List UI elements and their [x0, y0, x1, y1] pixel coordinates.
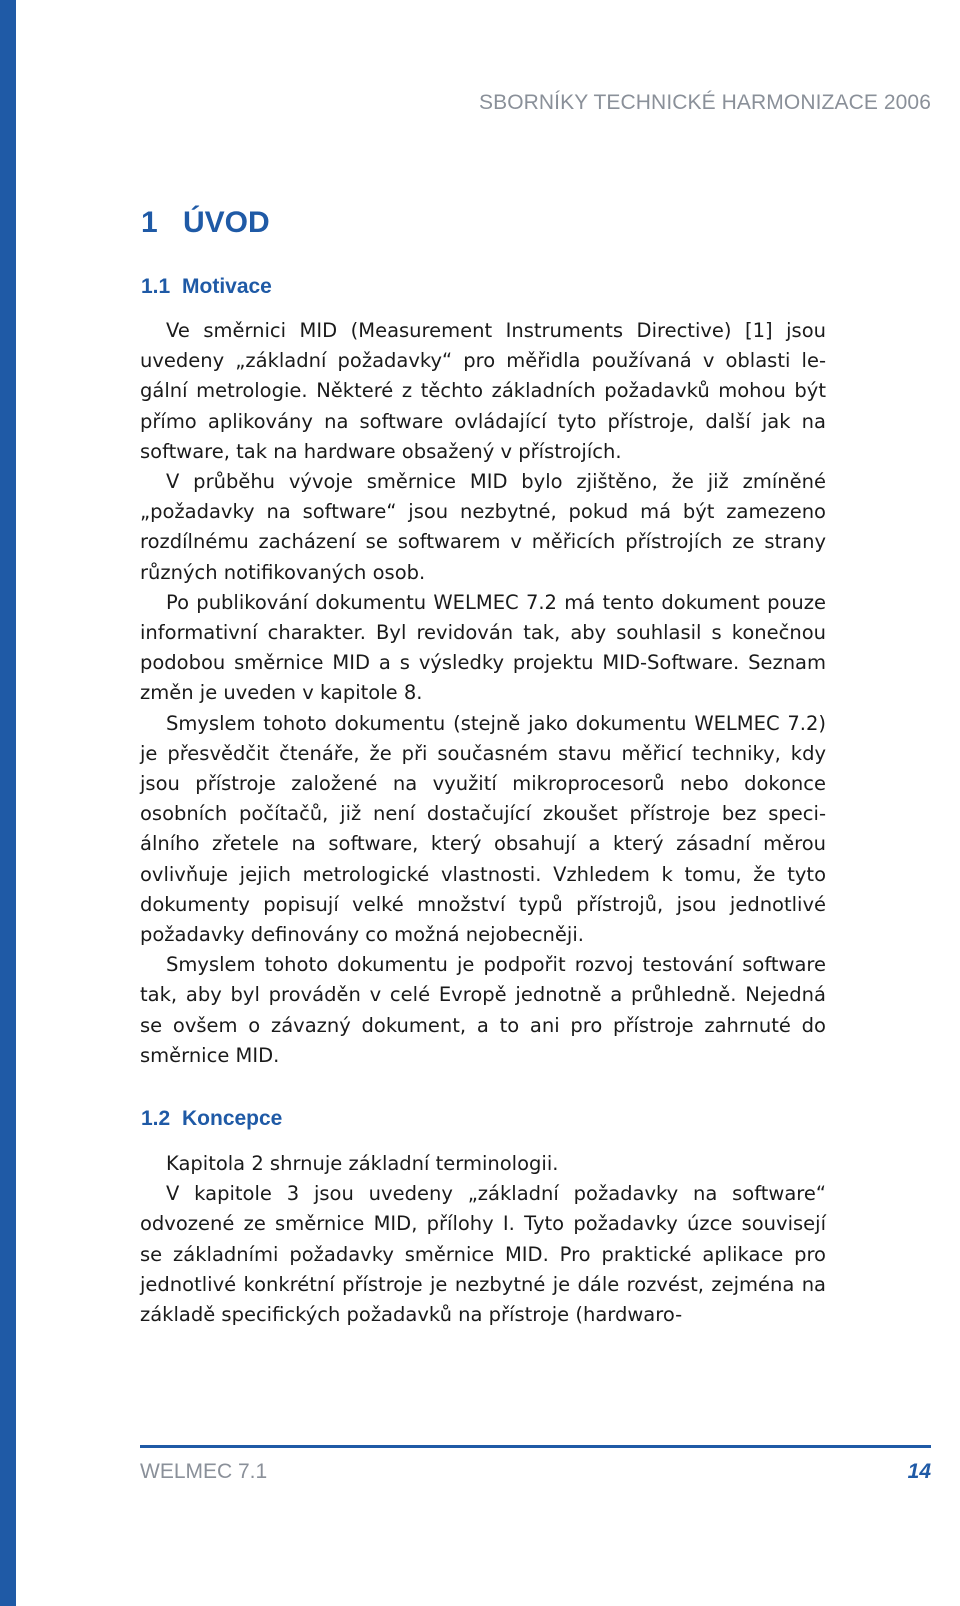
section-number: 1.1 — [141, 275, 171, 298]
footer-document-id: WELMEC 7.1 — [140, 1460, 268, 1483]
running-header: SBORNÍKY TECHNICKÉ HARMONIZACE 2006 — [478, 91, 931, 114]
page-number: 14 — [907, 1460, 931, 1483]
paragraph: Smyslem tohoto dokumentu (stejně jako dokumentu WELMEC 7.2) je přesvědčit čtenáře, že při současném stavu měřicí techniky, kdy jsou přístroje založené na využití mikroprocesorů nebo dokonce osobních počítačů, již není dostačující zkoušet přístroje bez speciálního zřetele na software, který obsahují a který zásadní měrou ovlivňuje jejich metrologické vlastnosti. Vzhledem k tomu, že tyto dokumenty popisují velké množství typů přístrojů, jsou jednotlivé požadavky definovány co možná nejobecněji. — [140, 711, 826, 947]
section-title: Motivace — [182, 275, 272, 298]
section-body-koncepce — [140, 1149, 826, 1330]
paragraph: V průběhu vývoje směrnice MID bylo zjištěno, že již zmíněné „požadavky na software“ jsou nezbytné, pokud má být zamezeno rozdílnému zacházení se softwarem v měřicích přístrojích ze strany různých notifikovaných osob. — [140, 470, 826, 584]
chapter-number: 1 — [141, 206, 158, 239]
section-body-motivace — [140, 316, 826, 1071]
paragraph: Po publikování dokumentu WELMEC 7.2 má tento dokument pouze informativní charakter. Byl revidován tak, aby souhlasil s konečnou podobou směrnice MID a s výsledky projektu MID-Software. Seznam změn je uveden v kapitole 8. — [140, 590, 826, 705]
section-heading-koncepce — [141, 1107, 282, 1131]
chapter-heading — [141, 206, 270, 240]
left-margin-bar — [0, 0, 16, 1606]
paragraph: Smyslem tohoto dokumentu je podpořit rozvoj testování software tak, aby byl prováděn v celé Evropě jednotně a průhledně. Nejedná se ovšem o závazný dokument, a to ani pro přístroje zahrnuté do směrnice MID. — [140, 953, 826, 1067]
paragraph: V kapitole 3 jsou uvedeny „základní požadavky na software“ odvozené ze směrnice MID, přílohy I. Tyto požadavky úzce souvisejí se základními požadavky směrnice MID. Pro praktické aplikace pro jednotlivé konkrétní přístroje je nezbytné je dále rozvést, zejména na základě specifických požadavků na přístroje (hardwaro- — [140, 1182, 826, 1327]
chapter-title: ÚVOD — [183, 206, 270, 239]
section-number: 1.2 — [141, 1107, 171, 1130]
section-title: Koncepce — [182, 1107, 283, 1130]
paragraph: Kapitola 2 shrnuje základní terminologii. — [166, 1152, 559, 1175]
paragraph: Ve směrnici MID (Measurement Instruments Directive) [1] jsou uvedeny „základní požadavky“ pro měřidla používaná v oblasti legální metrologie. Některé z těchto základních požadavků mohou být přímo aplikovány na software ovládající tyto přístroje, další jak na software, tak na hardware obsažený v přístrojích. — [140, 319, 826, 463]
section-heading-motivace — [141, 275, 272, 299]
footer-divider — [140, 1445, 931, 1448]
